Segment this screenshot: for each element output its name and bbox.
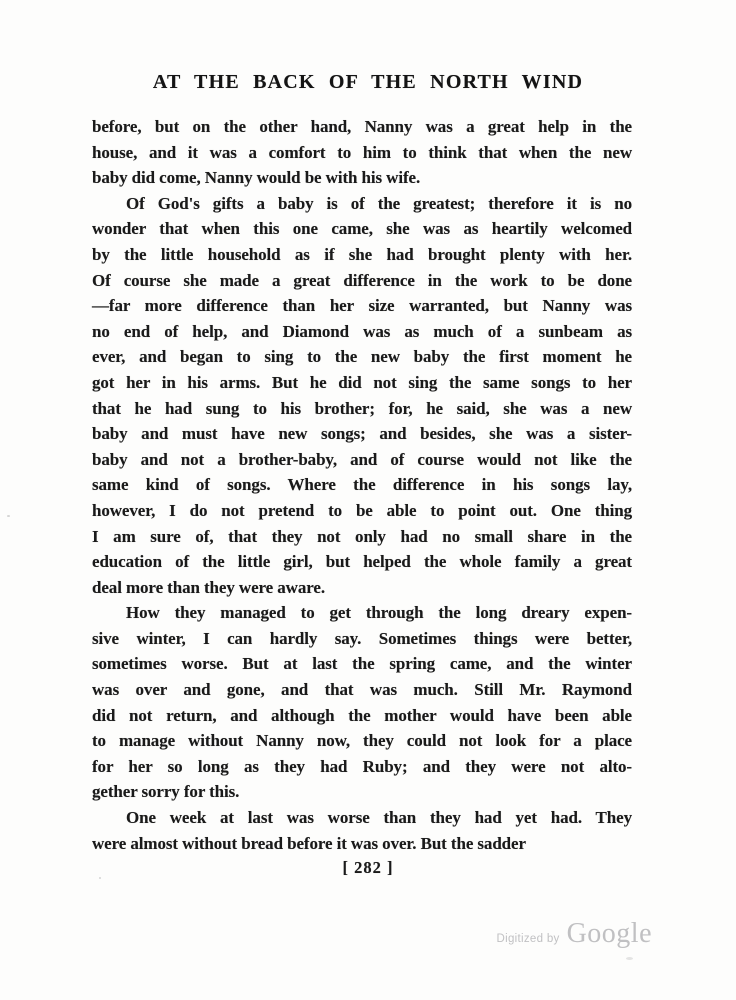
text-line: house, and it was a comfort to him to think that when the new <box>92 142 632 162</box>
page-number: [ 282 ] <box>342 858 394 877</box>
body-text <box>92 114 632 856</box>
running-header: AT THE BACK OF THE NORTH WIND <box>152 71 584 93</box>
text-line: baby did come, Nanny would be with his wife. <box>92 168 421 188</box>
watermark <box>497 918 652 950</box>
text-line: baby and not a brother-baby, and of course would not like the <box>92 449 632 469</box>
text-line: before, but on the other hand, Nanny was a great help in the <box>92 117 632 136</box>
text-line: by the little household as if she had brought plenty with her. <box>92 244 632 264</box>
text-line: Of course she made a great difference in the work to be done <box>92 270 632 290</box>
text-line: were almost without bread before it was over. But the sadder <box>92 833 526 853</box>
text-line: got her in his arms. But he did not sing the same songs to her <box>92 372 632 392</box>
text-line: sive winter, I can hardly say. Sometimes things were better, <box>92 628 632 648</box>
text-line: education of the little girl, but helped the whole family a great <box>92 552 632 572</box>
text-line: that he had sung to his brother; for, he said, she was a new <box>92 398 632 418</box>
scan-speck <box>99 877 101 879</box>
text-line: gether sorry for this. <box>92 782 240 802</box>
text-line: however, I do not pretend to be able to point out. One thing <box>92 500 632 520</box>
scan-speck <box>7 515 10 517</box>
text-line: to manage without Nanny now, they could not look for a place <box>92 731 632 751</box>
text-line: How they managed to get through the long dreary expen- <box>126 603 632 623</box>
text-line: ever, and began to sing to the new baby the first moment he <box>92 347 632 367</box>
text-line: was over and gone, and that was much. Still Mr. Raymond <box>92 680 632 700</box>
text-line: no end of help, and Diamond was as much of a sunbeam as <box>92 321 632 341</box>
text-line: same kind of songs. Where the difference in his songs lay, <box>92 475 632 495</box>
text-line: I am sure of, that they not only had no small share in the <box>92 526 632 546</box>
text-line: deal more than they were aware. <box>92 577 325 597</box>
text-line: Of God's gifts a baby is of the greatest; therefore it is no <box>126 193 632 213</box>
watermark-prefix-text: Digitized by <box>496 933 560 945</box>
google-logo: Google <box>566 918 652 949</box>
text-line: —far more difference than her size warranted, but Nanny was <box>92 296 632 316</box>
text-line: One week at last was worse than they had yet had. They <box>126 808 632 828</box>
scan-speck <box>626 957 633 960</box>
text-line: did not return, and although the mother would have been able <box>92 705 632 725</box>
text-line: wonder that when this one came, she was as heartily welcomed <box>92 219 632 239</box>
text-line: sometimes worse. But at last the spring came, and the winter <box>92 654 632 674</box>
text-line: for her so long as they had Ruby; and they were not alto- <box>92 756 632 776</box>
text-line: baby and must have new songs; and besides, she was a sister- <box>92 424 632 444</box>
